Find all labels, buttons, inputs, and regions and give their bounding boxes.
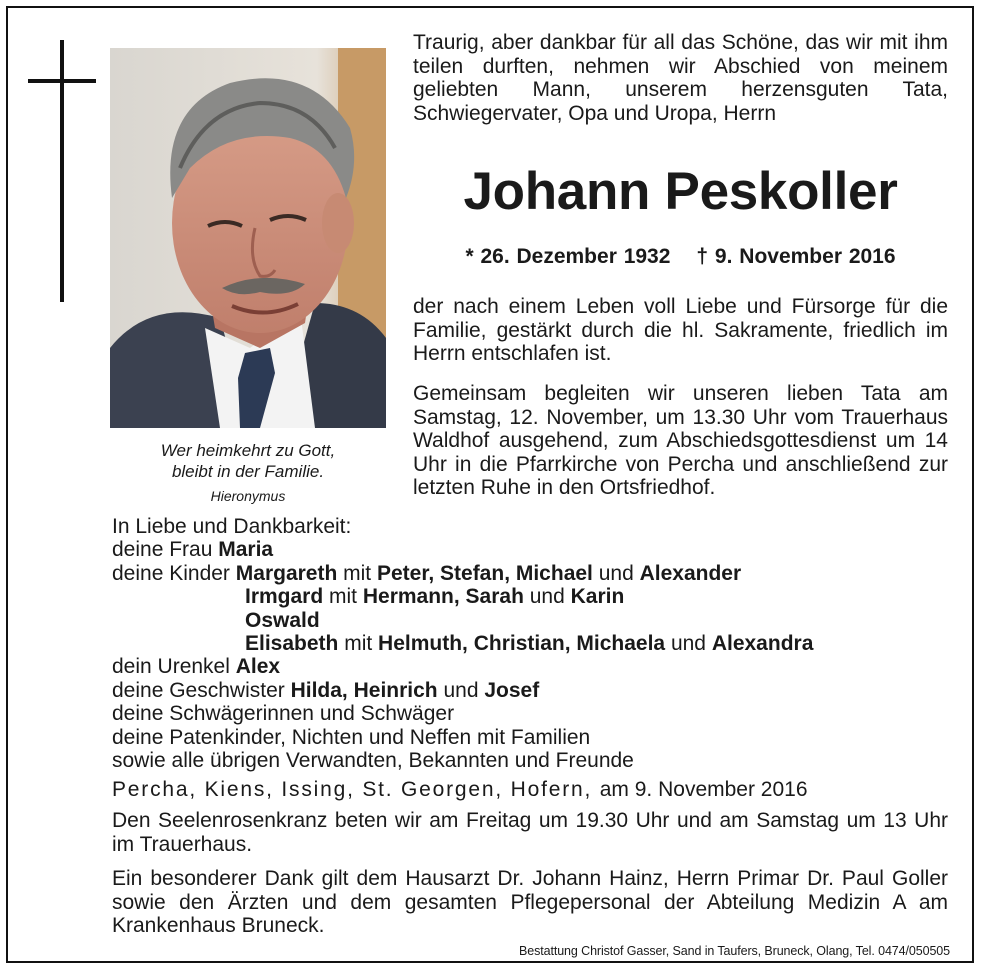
mourner-child-3: Oswald bbox=[245, 608, 320, 632]
intro-text: Traurig, aber dankbar für all das Schöne, das wir mit ihm teilen durften, nehmen wir Abschied von meinem geliebten Mann, unserem herzensguten Tata, Schwiegervater, Opa und Uropa, Herrn bbox=[413, 31, 948, 125]
mourner-godchildren: deine Patenkinder, Nichten und Neffen mit Familien bbox=[112, 725, 591, 749]
passing-paragraph: der nach einem Leben voll Liebe und Fürsorge für die Familie, gestärkt durch die hl. Sakramente, friedlich im Herrn entschlafen ist. bbox=[413, 295, 948, 365]
funeral-paragraph: Gemeinsam begleiten wir unseren lieben Tata am Samstag, 12. November, um 13.30 Uhr vom Trauerhaus Waldhof ausgehend, zum Abschiedsgottesdienst um 14 Uhr in die Pfarrkirche von Percha und anschließend zur letzten Ruhe in den Ortsfriedhof. bbox=[413, 382, 948, 499]
mourner-great-grandchild: dein Urenkel Alex bbox=[112, 655, 281, 679]
birth-date: * 26. Dezember 1932 bbox=[465, 245, 671, 268]
mourners-heading: In Liebe und Dankbarkeit: bbox=[112, 515, 352, 538]
place-date-line bbox=[112, 777, 952, 802]
mourner-wife: deine Frau Maria bbox=[112, 538, 274, 562]
mourner-child-1: deine Kinder Margareth mit Peter, Stefan, Michael und Alexander bbox=[112, 561, 742, 585]
quote-block bbox=[110, 440, 386, 507]
mourner-in-laws: deine Schwägerinnen und Schwäger bbox=[112, 702, 455, 726]
rosary-paragraph: Den Seelenrosenkranz beten wir am Freitag um 19.30 Uhr und am Samstag um 13 Uhr im Trauerhaus. bbox=[112, 809, 948, 856]
mourners-list bbox=[112, 515, 952, 772]
mourner-siblings: deine Geschwister Hilda, Heinrich und Josef bbox=[112, 678, 540, 702]
place-date: am 9. November 2016 bbox=[599, 778, 808, 801]
quote-line-1: Wer heimkehrt zu Gott, bbox=[160, 441, 336, 460]
life-dates bbox=[413, 242, 948, 272]
mourner-others: sowie alle übrigen Verwandten, Bekannten und Freunde bbox=[112, 749, 634, 773]
quote-author: Hieronymus bbox=[210, 488, 286, 504]
cross-icon-bar bbox=[28, 79, 96, 83]
mourner-child-4: Elisabeth mit Helmuth, Christian, Michaela und Alexandra bbox=[245, 632, 814, 656]
deceased-name: Johann Peskoller bbox=[463, 162, 898, 221]
quote-line-2: bleibt in der Familie. bbox=[171, 462, 325, 481]
funeral-home-footer: Bestattung Christof Gasser, Sand in Taufers, Bruneck, Olang, Tel. 0474/050505 bbox=[519, 944, 950, 958]
death-date: † 9. November 2016 bbox=[696, 245, 896, 268]
mourner-child-2: Irmgard mit Hermann, Sarah und Karin bbox=[245, 585, 625, 609]
thanks-paragraph: Ein besonderer Dank gilt dem Hausarzt Dr. Johann Hainz, Herrn Primar Dr. Paul Goller sowie den Ärzten und dem gesamten Pflegepersonal der Abteilung Medizin A am Krankenhaus Bruneck. bbox=[112, 867, 948, 937]
place-list: Percha, Kiens, Issing, St. Georgen, Hofern, bbox=[112, 778, 593, 801]
portrait-photo bbox=[110, 48, 386, 428]
